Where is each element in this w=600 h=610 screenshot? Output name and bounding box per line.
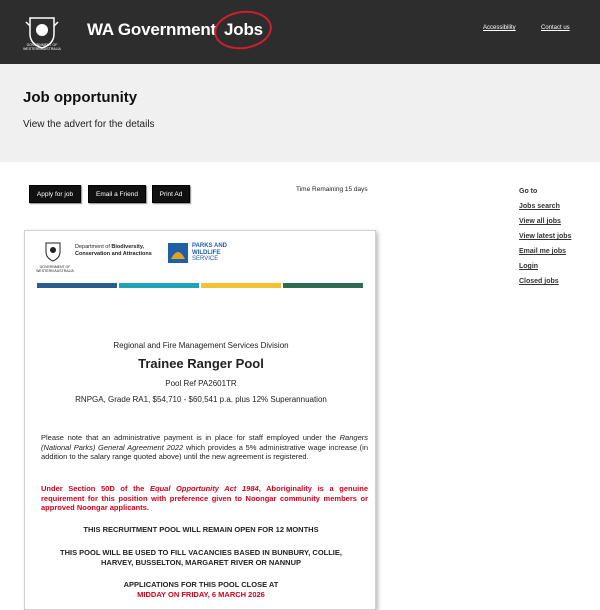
print-ad-button[interactable]: Print Ad	[152, 185, 190, 203]
crest-caption: GOVERNMENT OF WESTERN AUSTRALIA	[23, 43, 61, 51]
division-name: Regional and Fire Management Services Division	[113, 341, 289, 350]
color-stripe-4	[283, 283, 363, 288]
color-stripe-2	[119, 283, 199, 288]
salary-details: RNPGA, Grade RA1, $54,710 - $60,541 p.a. plus 12% Superannuation	[75, 395, 327, 404]
dbca-logo-text: Department of Biodiversity, Conservation and Attractions	[75, 244, 152, 257]
sidebar-item-view-all-jobs[interactable]: View all jobs	[519, 218, 561, 225]
sidebar-item-login[interactable]: Login	[519, 263, 539, 270]
email-a-friend-button[interactable]: Email a Friend	[88, 185, 146, 203]
brand-prefix: WA Government	[87, 20, 217, 39]
admin-payment-note: Please note that an administrative payment is in place for staff employed under the Rangers (National Parks) General Agreement 2022 which provides a 5% administrative wage increase (in addition to the salary range quoted above) until the new agreement is registered.	[41, 433, 368, 461]
apply-for-job-button[interactable]: Apply for job	[29, 185, 81, 203]
sidebar-nav	[519, 188, 571, 293]
color-stripe-3	[201, 283, 281, 288]
sidebar-item-view-latest-jobs[interactable]: View latest jobs	[519, 233, 572, 240]
job-advert	[24, 230, 376, 610]
brand-jobs: Jobs	[220, 20, 267, 40]
site-header	[0, 0, 600, 64]
closing-notice: APPLICATIONS FOR THIS POOL CLOSE AT	[123, 580, 279, 589]
site-logo[interactable]	[87, 20, 267, 40]
page-title: Job opportunity	[23, 89, 138, 106]
open-duration-notice: THIS RECRUITMENT POOL WILL REMAIN OPEN FOR 12 MONTHS	[83, 525, 319, 534]
accessibility-link[interactable]: Accessibility	[483, 25, 516, 31]
parks-wildlife-logo-icon	[168, 243, 188, 263]
eo-notice: Under Section 50D of the Equal Opportunity Act 1984, Aboriginality is a genuine requirement for this position with preference given to Noongar community members or approved Noongar applicants.	[41, 484, 369, 512]
contact-us-link[interactable]: Contact us	[541, 25, 570, 31]
sidebar-heading: Go to	[519, 188, 538, 195]
brand-ring-icon	[212, 7, 275, 53]
wa-crest-icon	[41, 241, 65, 263]
time-remaining: Time Remaining 15 days	[296, 186, 368, 193]
pool-reference: Pool Ref PA2601TR	[165, 379, 237, 388]
crest-caption: GOVERNMENT OF WESTERN AUSTRALIA	[36, 265, 74, 273]
color-stripe-1	[37, 283, 117, 288]
page-hero	[0, 64, 600, 162]
parks-wildlife-text: PARKS AND WILDLIFE SERVICE	[192, 243, 228, 262]
sidebar-item-jobs-search[interactable]: Jobs search	[519, 203, 560, 210]
page-subtitle: View the advert for the details	[23, 119, 155, 130]
closing-date: MIDDAY ON FRIDAY, 6 MARCH 2026	[137, 590, 265, 599]
sidebar-item-email-me-jobs[interactable]: Email me jobs	[519, 248, 567, 255]
sidebar-item-closed-jobs[interactable]: Closed jobs	[519, 278, 559, 285]
job-title: Trainee Ranger Pool	[138, 356, 264, 371]
locations-notice: THIS POOL WILL BE USED TO FILL VACANCIES BASED IN BUNBURY, COLLIE, HARVEY, BUSSELTON, MARGARET RIVER OR NANNUP	[60, 548, 342, 567]
